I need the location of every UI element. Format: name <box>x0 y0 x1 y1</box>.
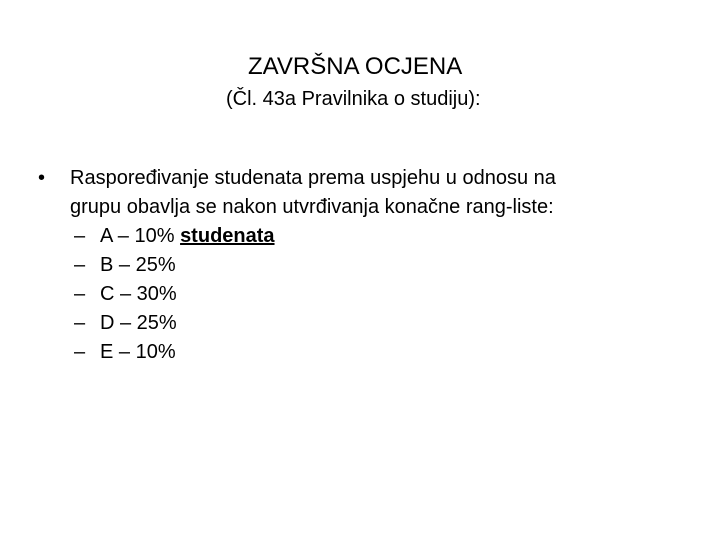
dash-icon: – <box>74 283 86 305</box>
grade-distribution-list <box>38 222 698 367</box>
grade-a-emphasis: studenata <box>180 225 275 247</box>
list-item-grade-c <box>38 280 698 309</box>
dash-icon: – <box>74 312 86 334</box>
bullet-icon: • <box>38 167 46 189</box>
grade-a-text: A – 10% <box>100 225 181 247</box>
dash-icon: – <box>74 341 86 363</box>
list-item-grade-b <box>38 251 698 280</box>
dash-icon: – <box>74 254 86 276</box>
list-item-grade-a <box>38 222 698 251</box>
bullet-text-line-2: grupu obavlja se nakon utvrđivanja konačne rang-liste: <box>70 196 554 218</box>
grade-e-text: E – 10% <box>100 341 176 363</box>
slide-title: ZAVRŠNA OCJENA <box>248 53 463 80</box>
dash-icon: – <box>74 225 86 247</box>
slide-body <box>38 164 698 367</box>
grade-b-text: B – 25% <box>100 254 176 276</box>
slide-subtitle: (Čl. 43a Pravilnika o studiju): <box>226 88 481 110</box>
list-item-grade-e <box>38 338 698 367</box>
bullet-text-line-1: Raspoređivanje studenata prema uspjehu u odnosu na <box>70 167 556 189</box>
grade-c-text: C – 30% <box>100 283 177 305</box>
bullet-item <box>38 164 698 222</box>
grade-d-text: D – 25% <box>100 312 177 334</box>
list-item-grade-d <box>38 309 698 338</box>
